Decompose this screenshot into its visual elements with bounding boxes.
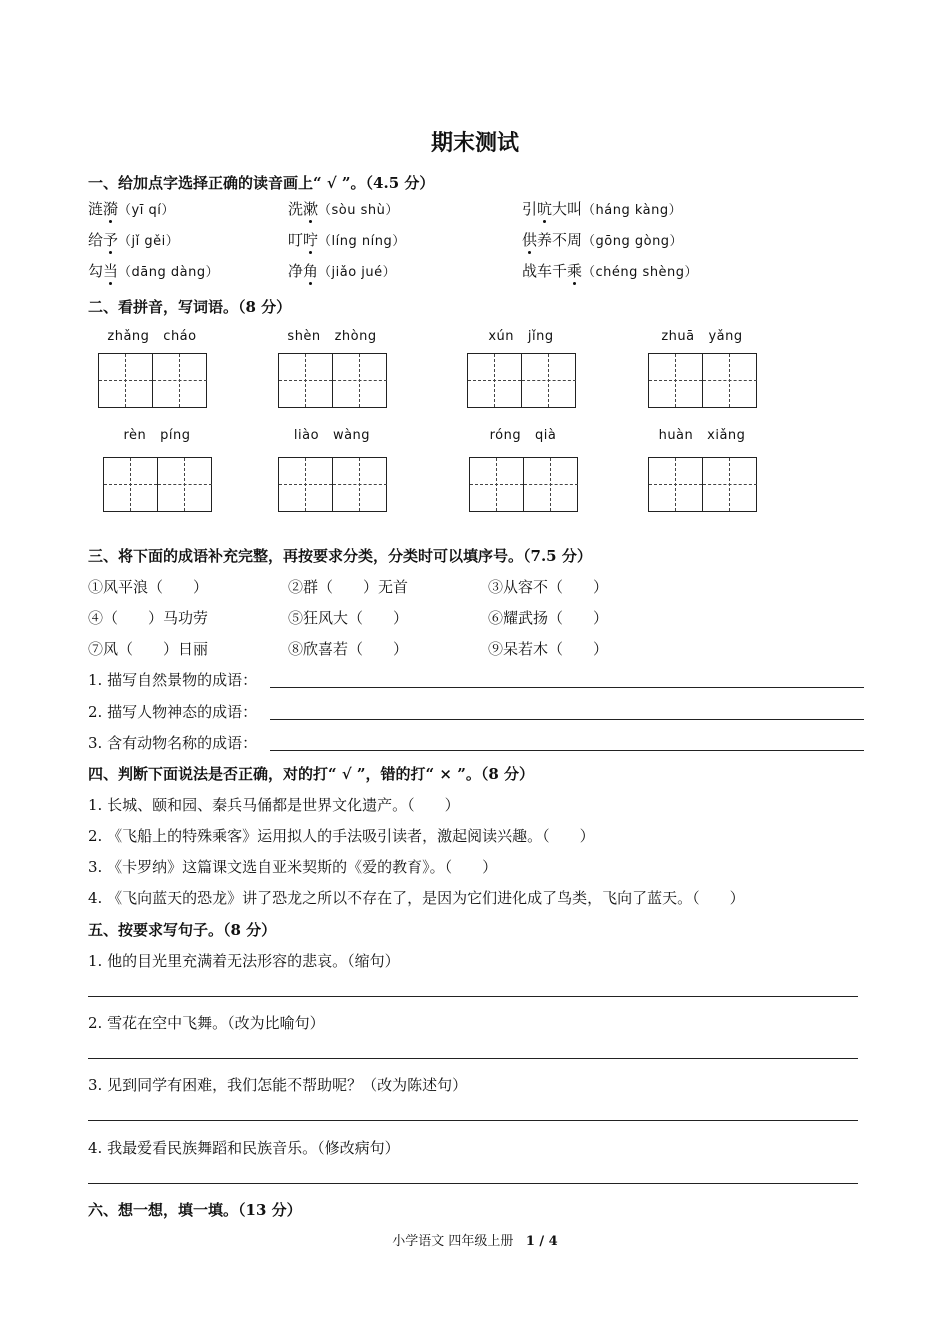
tianzige-writing-box[interactable] [98, 353, 207, 408]
dotted-character: 供 [522, 231, 538, 249]
section-2-heading: 二、看拼音，写词语。（8 分） [88, 298, 292, 316]
pinyin-prompt: zhuā yǎng [661, 329, 743, 344]
grid-guide-horizontal [703, 380, 757, 381]
idiom-item: ⑦风（ ）日丽 [88, 640, 209, 658]
grid-guide-horizontal [279, 380, 332, 381]
word-prefix: 战车千 [522, 262, 568, 280]
tianzige-cell[interactable] [703, 458, 757, 511]
idiom-item: ⑨呆若木（ ） [488, 640, 609, 658]
pinyin-options: （háng kàng） [582, 203, 683, 218]
tianzige-writing-box[interactable] [278, 353, 387, 408]
sentence-task: 1. 他的目光里充满着无法形容的悲哀。（缩句） [88, 952, 400, 970]
pronunciation-item [288, 260, 396, 281]
tianzige-cell[interactable] [104, 458, 158, 511]
word-prefix: 给 [88, 231, 104, 249]
word-prefix: 洗 [288, 200, 304, 218]
dotted-character: 咛 [303, 231, 319, 249]
pinyin-prompt: shèn zhòng [287, 329, 377, 344]
word-prefix: 净 [288, 262, 304, 280]
tianzige-writing-box[interactable] [648, 457, 757, 512]
tianzige-cell[interactable] [99, 354, 153, 407]
grid-guide-horizontal [649, 380, 702, 381]
section-4-heading: 四、判断下面说法是否正确，对的打“ √ ”，错的打“ × ”。（8 分） [88, 765, 534, 783]
pinyin-options: （dāng dàng） [118, 265, 220, 280]
sentence-answer-line[interactable] [88, 1120, 858, 1121]
pinyin-prompt: zhǎng cháo [107, 329, 197, 344]
pinyin-options: （sòu shù） [318, 203, 399, 218]
grid-guide-horizontal [99, 380, 152, 381]
pinyin-prompt: xún jǐng [488, 329, 554, 344]
grid-guide-horizontal [468, 380, 521, 381]
sentence-task: 3. 见到同学有困难，我们怎能不帮助呢？（改为陈述句） [88, 1076, 468, 1094]
tianzige-cell[interactable] [468, 354, 522, 407]
tianzige-cell[interactable] [470, 458, 524, 511]
tianzige-cell[interactable] [649, 354, 703, 407]
tianzige-writing-box[interactable] [469, 457, 578, 512]
tianzige-cell[interactable] [703, 354, 757, 407]
category-answer-line[interactable] [270, 719, 864, 720]
grid-guide-horizontal [522, 380, 576, 381]
tianzige-cell[interactable] [333, 354, 387, 407]
pinyin-prompt: rèn píng [123, 428, 191, 443]
grid-guide-horizontal [470, 484, 523, 485]
pinyin-options: （jiǎo jué） [318, 265, 397, 280]
tianzige-writing-box[interactable] [278, 457, 387, 512]
pronunciation-item [522, 229, 683, 250]
word-suffix: 养不周 [537, 231, 583, 249]
pronunciation-item [88, 260, 219, 281]
grid-guide-horizontal [279, 484, 332, 485]
sentence-task: 2. 雪花在空中飞舞。（改为比喻句） [88, 1014, 325, 1032]
pronunciation-item [88, 198, 175, 219]
idiom-item: ③从容不（ ） [488, 578, 609, 596]
tianzige-cell[interactable] [333, 458, 387, 511]
word-prefix: 叮 [288, 231, 304, 249]
grid-guide-horizontal [333, 380, 387, 381]
pronunciation-item [288, 198, 399, 219]
grid-guide-horizontal [104, 484, 157, 485]
dotted-character: 乘 [567, 262, 583, 280]
dotted-character: 漱 [303, 200, 319, 218]
pinyin-options: （líng níng） [318, 234, 406, 249]
tianzige-cell[interactable] [524, 458, 578, 511]
pinyin-options: （gōng gòng） [582, 234, 684, 249]
tianzige-cell[interactable] [522, 354, 576, 407]
word-prefix: 涟 [88, 200, 104, 218]
grid-guide-horizontal [333, 484, 387, 485]
category-answer-line[interactable] [270, 750, 864, 751]
idiom-item: ⑧欣喜若（ ） [288, 640, 409, 658]
section-5-heading: 五、按要求写句子。（8 分） [88, 921, 277, 939]
word-suffix: 大叫 [552, 200, 583, 218]
dotted-character: 予 [103, 231, 119, 249]
sentence-task: 4. 我最爱看民族舞蹈和民族音乐。（修改病句） [88, 1139, 400, 1157]
pinyin-options: （jǐ gěi） [118, 234, 180, 249]
dotted-character: 角 [303, 262, 319, 280]
pronunciation-item [288, 229, 406, 250]
category-label: 3. 含有动物名称的成语： [88, 734, 258, 752]
category-label: 1. 描写自然景物的成语： [88, 671, 258, 689]
word-prefix: 引 [522, 200, 538, 218]
idiom-item: ②群（ ）无首 [288, 578, 409, 596]
category-label: 2. 描写人物神态的成语： [88, 703, 258, 721]
grid-guide-horizontal [158, 484, 212, 485]
judgment-item: 2. 《飞船上的特殊乘客》运用拟人的手法吸引读者，激起阅读兴趣。（ ） [88, 827, 595, 845]
pinyin-options: （chéng shèng） [582, 265, 699, 280]
sentence-answer-line[interactable] [88, 1183, 858, 1184]
dotted-character: 当 [103, 262, 119, 280]
tianzige-cell[interactable] [279, 354, 333, 407]
footer-page-number: 1 / 4 [525, 1234, 558, 1249]
dotted-character: 吭 [537, 200, 553, 218]
idiom-item: ⑥耀武扬（ ） [488, 609, 609, 627]
sentence-answer-line[interactable] [88, 996, 858, 997]
tianzige-cell[interactable] [649, 458, 703, 511]
idiom-item: ⑤狂风大（ ） [288, 609, 409, 627]
pronunciation-item [522, 260, 698, 281]
section-3-heading: 三、将下面的成语补充完整，再按要求分类，分类时可以填序号。（7.5 分） [88, 547, 592, 565]
page-footer [0, 1230, 950, 1249]
tianzige-cell[interactable] [153, 354, 207, 407]
judgment-item: 3. 《卡罗纳》这篇课文选自亚米契斯的《爱的教育》。（ ） [88, 858, 498, 876]
pronunciation-item [522, 198, 682, 219]
grid-guide-horizontal [703, 484, 757, 485]
sentence-answer-line[interactable] [88, 1058, 858, 1059]
judgment-item: 4. 《飞向蓝天的恐龙》讲了恐龙之所以不存在了，是因为它们进化成了鸟类，飞向了蓝天。（ ） [88, 889, 745, 907]
pinyin-prompt: róng qià [489, 428, 557, 443]
section-6-heading: 六、想一想，填一填。（13 分） [88, 1201, 302, 1219]
tianzige-writing-box[interactable] [103, 457, 212, 512]
tianzige-cell[interactable] [279, 458, 333, 511]
grid-guide-horizontal [649, 484, 702, 485]
category-answer-line[interactable] [270, 687, 864, 688]
pinyin-options: （yī qí） [118, 203, 175, 218]
page-title: 期末测试 [430, 130, 519, 156]
grid-guide-horizontal [153, 380, 207, 381]
tianzige-writing-box[interactable] [648, 353, 757, 408]
dotted-character: 漪 [103, 200, 119, 218]
tianzige-writing-box[interactable] [467, 353, 576, 408]
section-1-heading: 一、给加点字选择正确的读音画上“ √ ”。（4.5 分） [88, 174, 435, 192]
pinyin-prompt: huàn xiǎng [658, 428, 746, 443]
idiom-item: ①风平浪（ ） [88, 578, 209, 596]
grid-guide-horizontal [524, 484, 578, 485]
judgment-item: 1. 长城、颐和园、秦兵马俑都是世界文化遗产。（ ） [88, 796, 460, 814]
word-prefix: 勾 [88, 262, 104, 280]
pinyin-prompt: liào wàng [293, 428, 371, 443]
footer-subject: 小学语文 四年级上册 [392, 1234, 514, 1249]
pronunciation-item [88, 229, 179, 250]
idiom-item: ④（ ）马功劳 [88, 609, 209, 627]
tianzige-cell[interactable] [158, 458, 212, 511]
